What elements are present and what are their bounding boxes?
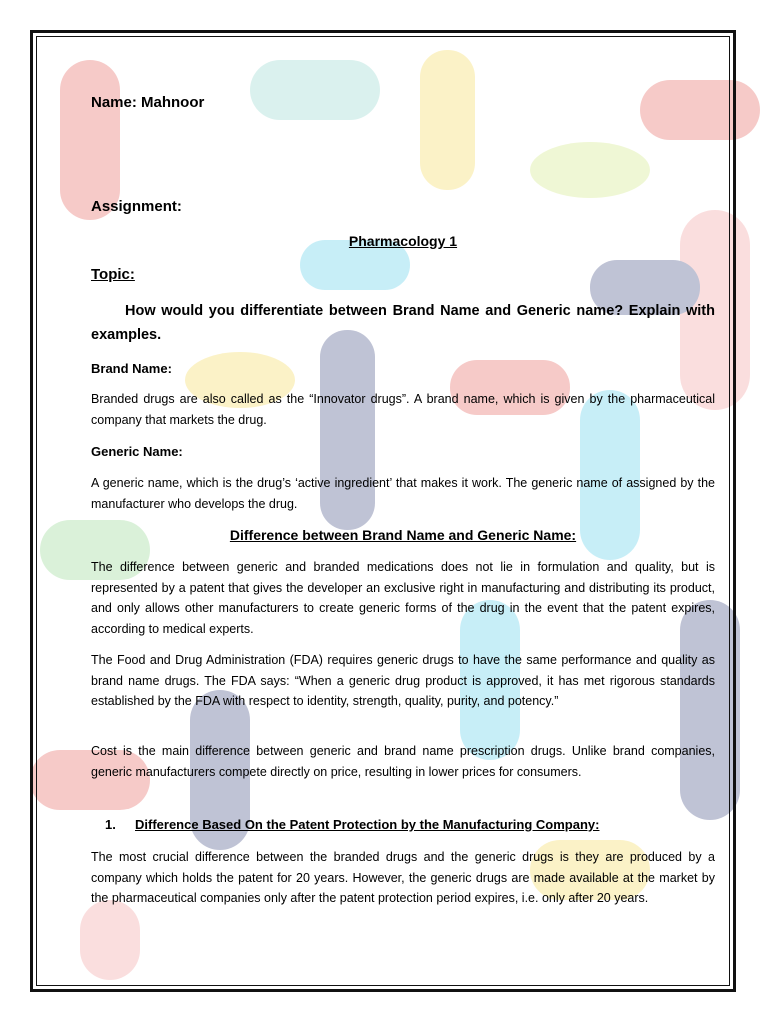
- subject-title: Pharmacology 1: [348, 233, 458, 249]
- point-1-text: The most crucial difference between the branded drugs and the generic drugs is they are produced by a company which holds the patent for 20 years. However, the generic drugs are made available at the market by the pharmaceutical companies only after the patent protection period expires, i.e. only after 20 years.: [91, 850, 715, 905]
- page-border-inner: [36, 36, 730, 986]
- brand-name-heading: Brand Name:: [91, 361, 172, 376]
- point-1-title: Difference Based On the Patent Protection by the Manufacturing Company:: [135, 817, 600, 832]
- difference-paragraph-2: The Food and Drug Administration (FDA) requires generic drugs to have the same performance and quality as brand name drugs. The FDA says: “When a generic drug product is approved, it has met rigorous standards established by the FDA with respect to identity, strength, quality, purity, and potency.”: [91, 653, 715, 708]
- difference-paragraph-3: Cost is the main difference between generic and brand name prescription drugs. Unlike brand companies, generic manufacturers compete directly on price, resulting in lower prices for consumers.: [91, 744, 715, 779]
- difference-heading: Difference between Brand Name and Generic Name:: [229, 527, 577, 543]
- assignment-label: Assignment:: [91, 198, 182, 215]
- generic-name-heading: Generic Name:: [91, 444, 183, 459]
- difference-paragraph-1: The difference between generic and branded medications does not lie in formulation and quality, but is represented by a patent that gives the developer an exclusive right in manufacturing and distributing its product, and only allows other manufacturers to create generic forms of the drug in the event that the patent expires, according to medical experts.: [91, 560, 715, 636]
- question-text: How would you differentiate between Brand Name and Generic name? Explain with examples.: [91, 303, 715, 343]
- point-1-number: 1.: [105, 817, 116, 832]
- topic-label: Topic:: [91, 266, 135, 283]
- student-name: Name: Mahnoor: [91, 94, 205, 111]
- brand-name-text: Branded drugs are also called as the “Innovator drugs”. A brand name, which is given by the pharmaceutical company that markets the drug.: [91, 392, 715, 427]
- point-1-heading: [105, 815, 715, 836]
- generic-name-text: A generic name, which is the drug’s ‘active ingredient’ that makes it work. The generic name of assigned by the manufacturer who develops the drug.: [91, 476, 715, 511]
